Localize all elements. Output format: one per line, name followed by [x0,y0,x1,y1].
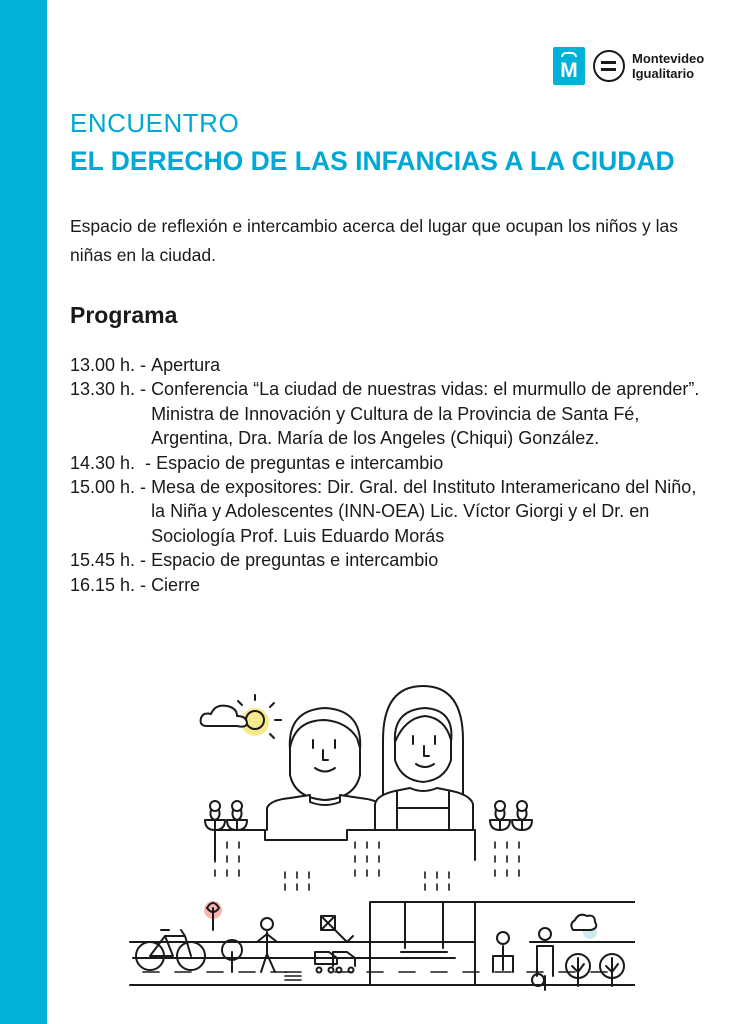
schedule-time: 13.00 h. - [70,355,152,375]
schedule-time: 13.30 h. - [70,379,152,400]
logo-text [632,51,704,81]
schedule-time: 15.00 h. - [70,477,152,498]
program-schedule [70,353,710,597]
schedule-item [70,548,710,572]
flower-icon [490,801,532,830]
schedule-text: Mesa de expositores: Dir. Gral. del Instituto Interamericano del Niño, la Niña y Adolescentes (INN-OEA) Lic. Víctor Giorgi y el Dr. en Sociología Prof. Luis Eduardo Morás [151,477,697,546]
schedule-item [70,451,710,475]
schedule-time: 14.30 h. - [70,452,157,473]
sun-cloud-icon [201,695,281,738]
schedule-text: Espacio de preguntas e intercambio [156,452,444,473]
schedule-time: 15.45 h. - [70,550,152,571]
schedule-text: Apertura [151,355,221,375]
logo-line2: Igualitario [632,66,695,81]
schedule-text: Espacio de preguntas e intercambio [151,550,439,571]
event-intro: Espacio de reflexión e intercambio acerca del lugar que ocupan los niños y las niñas en la ciudad. [70,216,678,265]
montevideo-m-icon [553,47,585,85]
rain-dashes [215,842,519,890]
event-title: EL DERECHO DE LAS INFANCIAS A LA CIUDAD [70,146,675,176]
tree-icon [600,954,624,986]
schedule-item [70,475,710,548]
cloud-icon [571,915,596,930]
manhole-icon [285,972,301,980]
event-type: ENCUENTRO [70,108,240,138]
accent-sidebar [0,0,47,1024]
person-walking-icon [257,918,277,972]
schedule-text: Conferencia “La ciudad de nuestras vidas: el murmullo de aprender”. Ministra de Innovación y Cultura de la Provincia de Santa Fé, Argentina, Dra. María de los Angeles (Chiqui) González. [151,379,700,449]
schedule-text: Cierre [151,574,201,595]
schedule-time: 16.15 h. - [70,574,152,595]
bicycle-icon [136,930,205,970]
building-outline [215,830,475,860]
kite-icon [321,916,353,942]
girl-figure-icon [375,686,473,830]
swing-icon [401,902,447,952]
skates-icon [315,952,355,973]
city-illustration [125,680,635,1000]
logo-letter: M [560,59,578,82]
boy-figure-icon [267,708,383,830]
schedule-item [70,573,710,597]
logo-line1: Montevideo [632,51,705,66]
montevideo-igualitario-logo [553,47,704,85]
schedule-item [70,353,710,377]
tree-icon [222,940,242,972]
schedule-item [70,377,710,450]
tree-icon [566,954,590,986]
family-figures-icon [493,928,553,990]
equality-icon [593,50,625,82]
flower-icon [205,801,247,830]
program-heading: Programa [70,302,178,328]
